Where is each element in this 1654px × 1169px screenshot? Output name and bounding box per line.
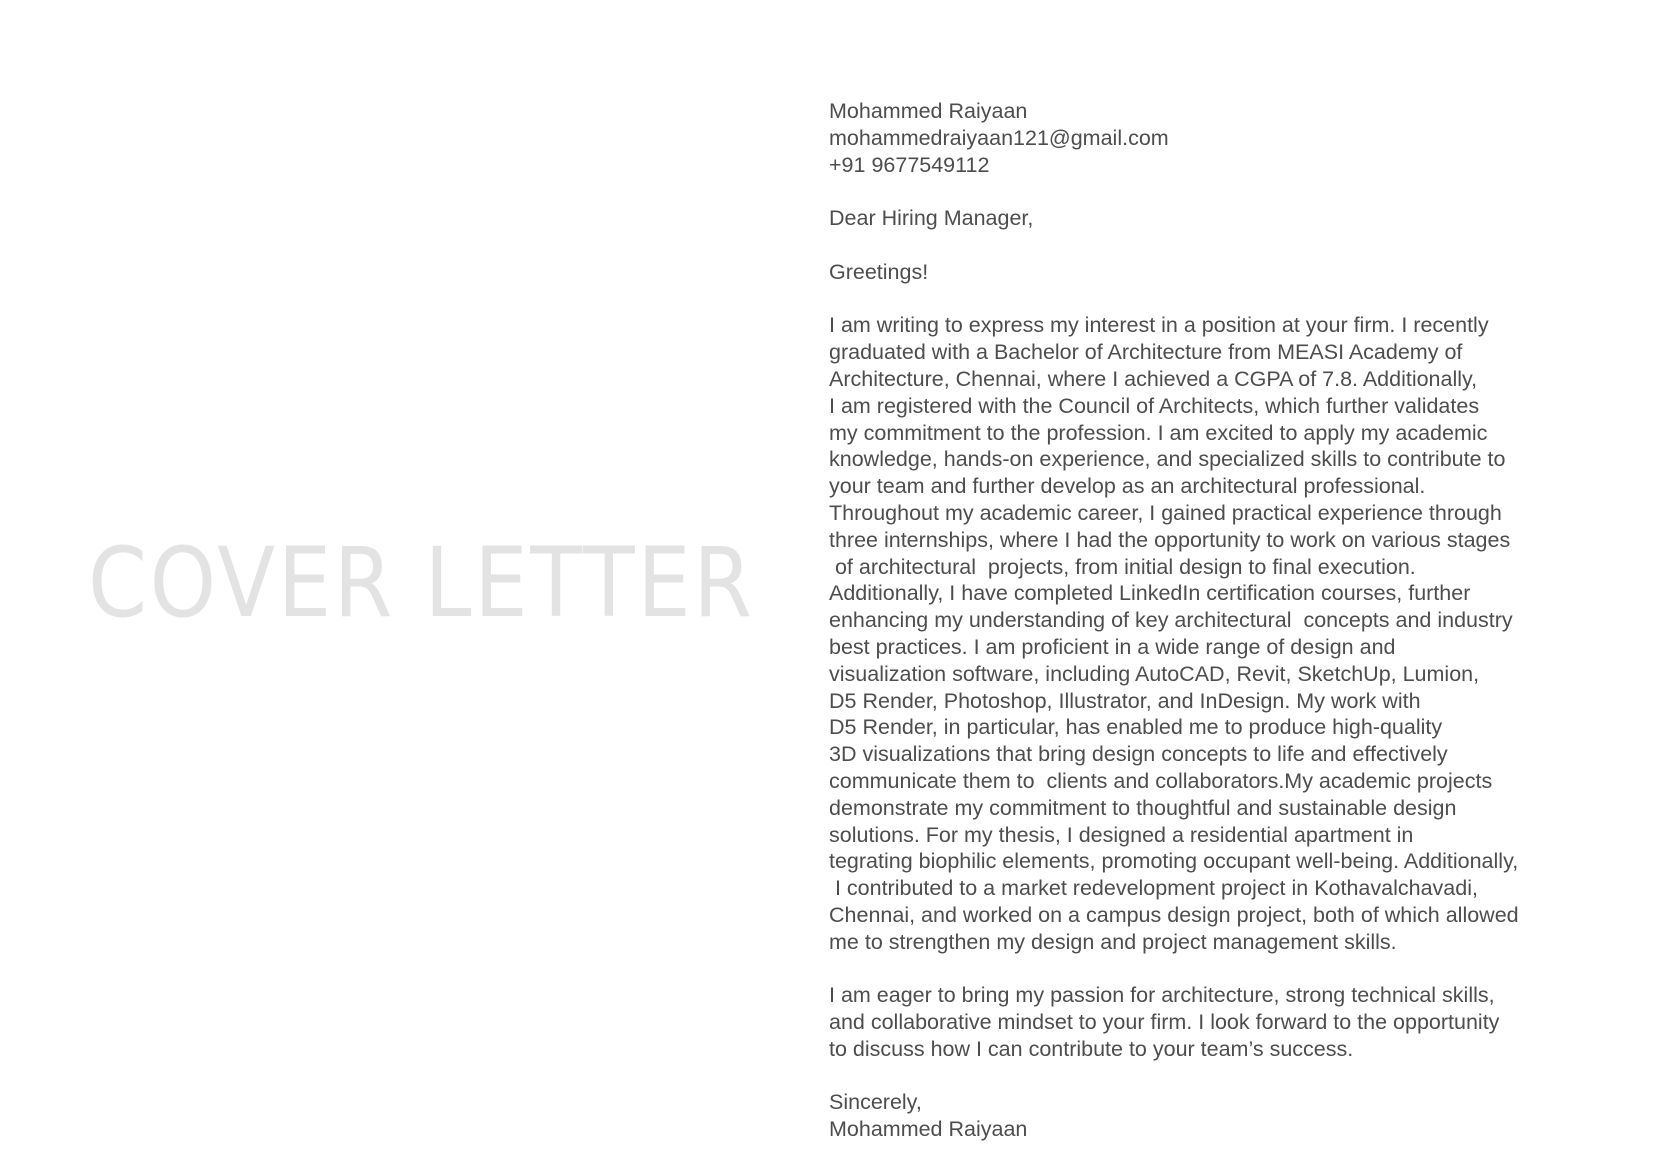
signoff: Sincerely, — [829, 1090, 922, 1115]
body-line: demonstrate my commitment to thoughtful and sustainable design — [829, 795, 1457, 820]
signature-name: Mohammed Raiyaan — [829, 1117, 1028, 1142]
sender-name: Mohammed Raiyaan — [829, 99, 1028, 123]
spacer — [829, 1063, 1609, 1090]
body-line: Throughout my academic career, I gained practical experience through — [829, 500, 1502, 525]
greeting: Greetings! — [829, 259, 929, 284]
body-paragraph — [829, 312, 1609, 955]
body-line: I am writing to express my interest in a position at your firm. I recently — [829, 313, 1489, 338]
spacer — [829, 286, 1609, 313]
closing-line: and collaborative mindset to your firm. I look forward to the opportunity — [829, 1010, 1500, 1035]
spacer — [829, 178, 1609, 205]
body-line: tegrating biophilic elements, promoting occupant well-being. Additionally, — [829, 849, 1519, 874]
body-line: Architecture, Chennai, where I achieved a CGPA of 7.8. Additionally, — [829, 366, 1478, 391]
body-line: visualization software, including AutoCAD, Revit, SketchUp, Lumion, — [829, 661, 1480, 686]
closing-line: to discuss how I can contribute to your team’s success. — [829, 1036, 1354, 1061]
body-line: graduated with a Bachelor of Architecture from MEASI Academy of — [829, 340, 1463, 365]
body-line: communicate them to clients and collaborators.My academic projects — [829, 768, 1493, 793]
closing-line: I am eager to bring my passion for architecture, strong technical skills, — [829, 983, 1495, 1008]
body-line: me to strengthen my design and project management skills. — [829, 929, 1397, 954]
spacer — [829, 232, 1609, 259]
body-line: I contributed to a market redevelopment project in Kothavalchavadi, — [829, 876, 1478, 901]
body-line: I am registered with the Council of Architects, which further validates — [829, 393, 1480, 418]
body-line: D5 Render, in particular, has enabled me to produce high-quality — [829, 715, 1443, 740]
sender-phone: +91 9677549112 — [829, 152, 990, 177]
body-line: my commitment to the profession. I am excited to apply my academic — [829, 420, 1488, 445]
body-line: enhancing my understanding of key architectural concepts and industry — [829, 608, 1513, 633]
letter-body — [829, 98, 1609, 1143]
sender-email: mohammedraiyaan121@gmail.com — [829, 125, 1169, 150]
closing-paragraph — [829, 982, 1609, 1062]
body-line: solutions. For my thesis, I designed a residential apartment in — [829, 822, 1414, 847]
body-line: knowledge, hands-on experience, and specialized skills to contribute to — [829, 447, 1506, 472]
body-line: best practices. I am proficient in a wide range of design and — [829, 634, 1396, 659]
salutation: Dear Hiring Manager, — [829, 206, 1034, 231]
body-line: three internships, where I had the opportunity to work on various stages — [829, 527, 1511, 552]
body-line: Chennai, and worked on a campus design project, both of which allowed — [829, 902, 1519, 927]
body-line: Additionally, I have completed LinkedIn certification courses, further — [829, 581, 1471, 606]
body-line: D5 Render, Photoshop, Illustrator, and InDesign. My work with — [829, 688, 1421, 713]
body-line: 3D visualizations that bring design concepts to life and effectively — [829, 742, 1448, 767]
cover-letter-title: COVER LETTER — [88, 527, 755, 639]
spacer — [829, 956, 1609, 983]
body-line: your team and further develop as an architectural professional. — [829, 474, 1426, 499]
body-line: of architectural projects, from initial design to final execution. — [829, 554, 1416, 579]
